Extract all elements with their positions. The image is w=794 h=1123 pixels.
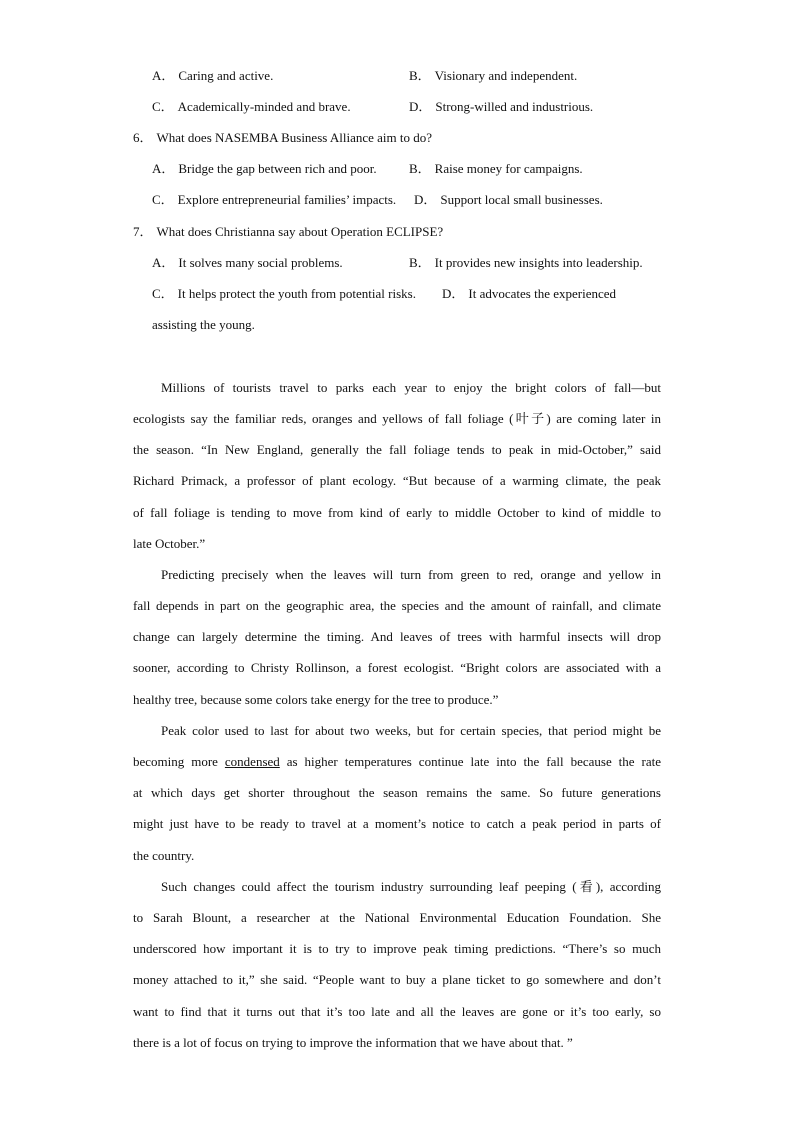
passage-p4-line: underscored how important it is to try to improve peak timing predictions. “There’s so much xyxy=(133,941,661,956)
passage-p4-line: there is a lot of focus on trying to improve the information that we have about that. ” xyxy=(133,1035,573,1050)
q7-option-b: B． It provides new insights into leadership. xyxy=(409,255,643,270)
q6-option-b: B． Raise money for campaigns. xyxy=(409,161,583,176)
passage-p1-line: of fall foliage is tending to move from kind of early to middle October to kind of middle to xyxy=(133,505,661,520)
passage-p1-line: the season. “In New England, generally the fall foliage tends to peak in mid-October,” said xyxy=(133,442,661,457)
q7-option-d-continuation: assisting the young. xyxy=(152,317,255,332)
passage-p2-line: sooner, according to Christy Rollinson, a forest ecologist. “Bright colors are associated with a xyxy=(133,660,661,675)
passage-p4-line: Such changes could affect the tourism industry surrounding leaf peeping (看), according xyxy=(161,879,661,894)
passage-p3-line: Peak color used to last for about two weeks, but for certain species, that period might be xyxy=(161,723,661,738)
passage-p4-line: money attached to it,” she said. “People want to buy a plane ticket to go somewhere and don’t xyxy=(133,972,661,987)
q6-stem: 6． What does NASEMBA Business Alliance aim to do? xyxy=(133,130,433,145)
q5-option-b: B． Visionary and independent. xyxy=(409,68,578,83)
q6-option-d: D． Support local small businesses. xyxy=(414,192,603,207)
q7-stem: 7． What does Christianna say about Operation ECLIPSE? xyxy=(133,224,444,239)
q5-option-c: C． Academically-minded and brave. xyxy=(152,99,351,114)
q7-option-a: A． It solves many social problems. xyxy=(152,255,343,270)
passage-p3-line: the country. xyxy=(133,848,195,863)
passage-p3-line: becoming more condensed as higher temperatures continue late into the fall because the rate xyxy=(133,754,661,769)
passage-p2-line: change can largely determine the timing. And leaves of trees with harmful insects will drop xyxy=(133,629,661,644)
passage-p1-line: Millions of tourists travel to parks each year to enjoy the bright colors of fall—but xyxy=(161,380,661,395)
passage-p1-line: ecologists say the familiar reds, oranges and yellows of fall foliage (叶子) are coming later in xyxy=(133,411,661,426)
q5-option-a: A． Caring and active. xyxy=(152,68,274,83)
passage-p1-line: Richard Primack, a professor of plant ecology. “But because of a warming climate, the peak xyxy=(133,473,661,488)
q5-option-d: D． Strong-willed and industrious. xyxy=(409,99,594,114)
passage-p3-line: might just have to be ready to travel at a moment’s notice to catch a peak period in parts of xyxy=(133,816,661,831)
passage-p3-line: at which days get shorter throughout the season remains the same. So future generations xyxy=(133,785,661,800)
q6-option-c: C． Explore entrepreneurial families’ impacts. xyxy=(152,192,397,207)
passage-p2-line: healthy tree, because some colors take energy for the tree to produce.” xyxy=(133,692,499,707)
underlined-word-condensed: condensed xyxy=(224,754,280,769)
q6-option-a: A． Bridge the gap between rich and poor. xyxy=(152,161,377,176)
passage-p1-line: late October.” xyxy=(133,536,206,551)
q7-option-d: D． It advocates the experienced xyxy=(442,286,617,301)
passage-p2-line: fall depends in part on the geographic area, the species and the amount of rainfall, and climate xyxy=(133,598,661,613)
q7-option-c: C． It helps protect the youth from potential risks. xyxy=(152,286,416,301)
passage-p4-line: to Sarah Blount, a researcher at the National Environmental Education Foundation. She xyxy=(133,910,661,925)
passage-p4-line: want to find that it turns out that it’s too late and all the leaves are gone or it’s too early, so xyxy=(133,1004,661,1019)
passage-p2-line: Predicting precisely when the leaves will turn from green to red, orange and yellow in xyxy=(161,567,661,582)
